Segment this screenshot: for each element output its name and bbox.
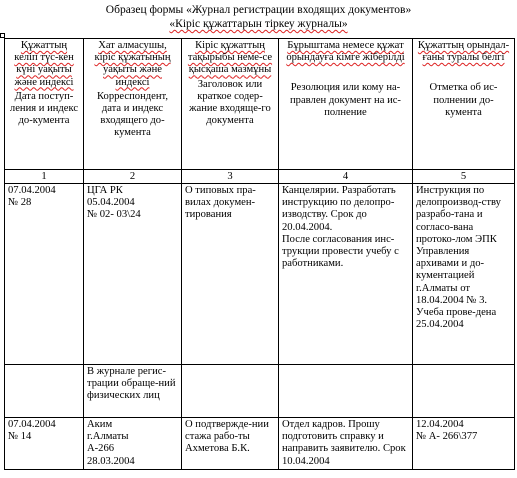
cell-subject — [182, 365, 279, 418]
header-correspondent-ru: Корреспондент, дата и индекс входящего до-кумента — [97, 90, 168, 139]
table-row — [5, 184, 515, 365]
header-date-kz: Құжаттың келіп түс-кен күні уақыты және индексі — [14, 40, 74, 88]
cell-subject: О типовых пра-вилах докумен-тирования — [182, 184, 279, 365]
column-number: 1 — [5, 170, 84, 184]
header-cell-execution — [413, 39, 515, 170]
registration-journal-table — [4, 38, 515, 470]
cell-resolution: Отдел кадров. Прошу подготовить справку и направить заявителю. Срок 10.04.2004 — [279, 418, 413, 470]
cell-resolution — [279, 365, 413, 418]
header-cell-subject — [182, 39, 279, 170]
cell-execution — [413, 365, 515, 418]
cell-date: 07.04.2004 № 28 — [5, 184, 84, 365]
header-execution-ru: Отметка об ис-полнении до-кумента — [429, 82, 498, 118]
column-number-row — [5, 170, 515, 184]
header-subject-kz: Кіріс құжаттың тақырыбы неме-се қысқаша мазмұны — [187, 40, 273, 76]
header-cell-resolution — [279, 39, 413, 170]
header-row — [5, 39, 515, 170]
form-subtitle-kz-text: «Кіріс құжаттарын тіркеу журналы» — [169, 18, 348, 30]
column-number: 3 — [182, 170, 279, 184]
cell-date — [5, 365, 84, 418]
cell-correspondent: Аким г.Алматы А-266 28.03.2004 — [84, 418, 182, 470]
header-execution-kz: Құжаттың орындал-ғаны туралы белгі — [417, 40, 510, 64]
column-number: 5 — [413, 170, 515, 184]
header-date-ru: Дата поступ-ления и индекс до-кумента — [9, 90, 79, 127]
column-number: 2 — [84, 170, 182, 184]
cell-correspondent: ЦГА РК 05.04.2004 № 02- 03\24 — [84, 184, 182, 365]
form-title: Образец формы «Журнал регистрации входящих документов» — [105, 4, 412, 16]
table-row — [5, 418, 515, 470]
cell-correspondent: В журнале регис-трации обраще-ний физических лиц — [84, 365, 182, 418]
column-number: 4 — [279, 170, 413, 184]
header-subject-ru: Заголовок или краткое содер-жание входяще-го документа — [189, 78, 271, 127]
header-correspondent-kz: Хат алмасушы, кіріс құжатының уақыты және индексі — [94, 40, 171, 88]
header-cell-date — [5, 39, 84, 170]
header-resolution-kz: Бұрыштама немесе құжат орындауға кімге жіберілді — [286, 40, 405, 64]
cell-execution: Инструкция по делопроизвод-ству разрабо-тана и согласо-вана протоко-лом ЭПК Управления архивами и до-кументацией г.Алматы от 18.04.2004 № 3. Учеба прове-дена 25.04.2004 — [413, 184, 515, 365]
table-row — [5, 365, 515, 418]
cell-execution: 12.04.2004 № А- 266\377 — [413, 418, 515, 470]
header-resolution-ru: Резолюция или кому на-правлен документ на ис-полнение — [290, 82, 401, 118]
cell-resolution: Канцелярии. Разработать инструкцию по делопро-изводству. Срок до 20.04.2004. После согласования инс-трукции провести учебу с работниками. — [279, 184, 413, 365]
cell-date: 07.04.2004 № 14 — [5, 418, 84, 470]
header-cell-correspondent — [84, 39, 182, 170]
cell-subject: О подтвержде-нии стажа рабо-ты Ахметова Б.К. — [182, 418, 279, 470]
form-subtitle-kz — [0, 17, 517, 31]
